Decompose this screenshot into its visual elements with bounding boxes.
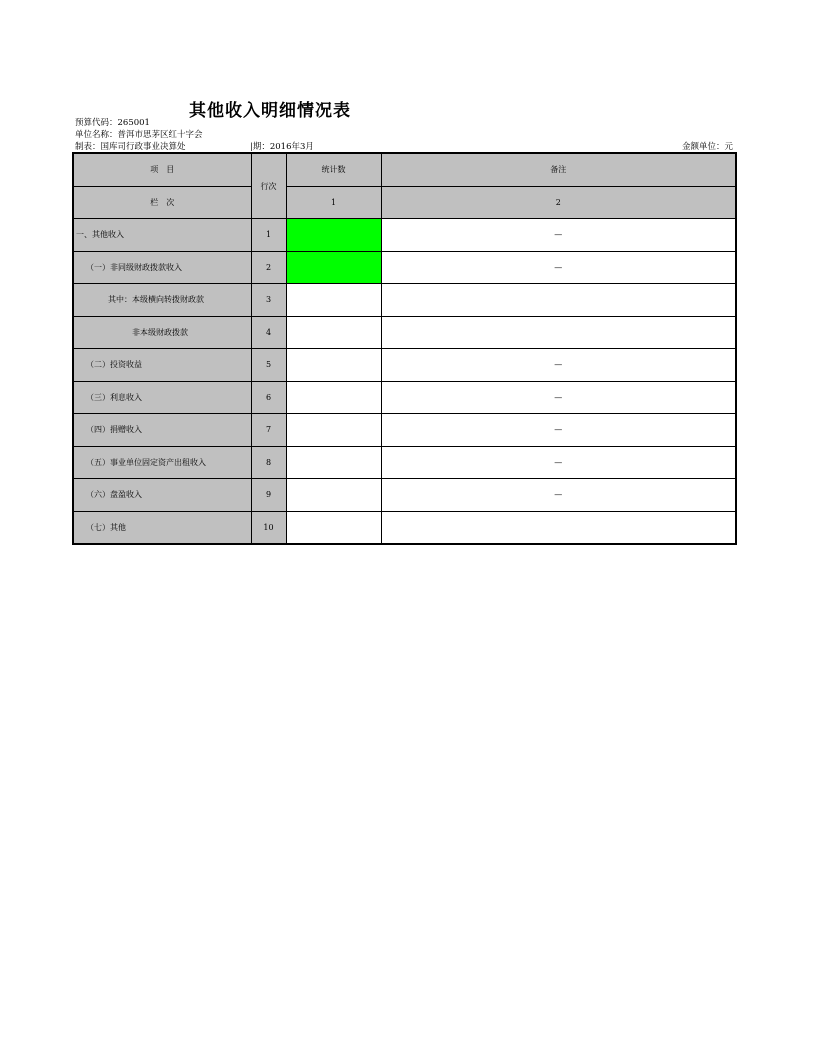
row-number: 4 (251, 316, 286, 349)
row-remark[interactable]: — (381, 381, 736, 414)
row-item: （四）捐赠收入 (73, 414, 251, 447)
row-value[interactable] (286, 414, 381, 447)
table-row (73, 479, 736, 512)
row-value[interactable] (286, 219, 381, 252)
table-row (73, 381, 736, 414)
column-number-2: 2 (381, 186, 736, 219)
header-stat: 统计数 (286, 153, 381, 186)
table-row (73, 349, 736, 382)
table-row (73, 219, 736, 252)
row-remark[interactable]: — (381, 219, 736, 252)
prepared-by: 制表：国库司行政事业决算处 (75, 142, 186, 152)
column-number-1: 1 (286, 186, 381, 219)
row-item: （七）其他 (73, 511, 251, 544)
row-item: 其中：本级横向转拨财政款 (73, 284, 251, 317)
row-item: 非本级财政拨款 (73, 316, 251, 349)
table-row (73, 284, 736, 317)
row-remark[interactable] (381, 511, 736, 544)
row-value[interactable] (286, 284, 381, 317)
table-row (73, 251, 736, 284)
header-row (73, 153, 736, 186)
row-value[interactable] (286, 446, 381, 479)
header-row-no: 行次 (251, 153, 286, 219)
row-number: 1 (251, 219, 286, 252)
table-row (73, 414, 736, 447)
row-number: 6 (251, 381, 286, 414)
row-value[interactable] (286, 479, 381, 512)
row-remark[interactable]: — (381, 349, 736, 382)
row-number: 2 (251, 251, 286, 284)
row-remark[interactable]: — (381, 414, 736, 447)
row-value[interactable] (286, 251, 381, 284)
row-remark[interactable] (381, 284, 736, 317)
amount-unit: 金额单位：元 (681, 142, 733, 152)
row-value[interactable] (286, 349, 381, 382)
report-title: 其他收入明细情况表 (189, 101, 351, 121)
row-item: （六）盘盈收入 (73, 479, 251, 512)
row-value[interactable] (286, 316, 381, 349)
row-item: 一、其他收入 (73, 219, 251, 252)
row-number: 5 (251, 349, 286, 382)
table-row (73, 511, 736, 544)
row-remark[interactable]: — (381, 446, 736, 479)
report-period: |期：2016年3月 (250, 142, 314, 152)
budget-code: 预算代码：265001 (75, 118, 150, 128)
row-number: 9 (251, 479, 286, 512)
row-item: （一）非同级财政拨款收入 (73, 251, 251, 284)
row-item: （三）利息收入 (73, 381, 251, 414)
header-item: 项 目 (73, 153, 251, 186)
row-remark[interactable] (381, 316, 736, 349)
table-row (73, 446, 736, 479)
row-number: 3 (251, 284, 286, 317)
row-number: 8 (251, 446, 286, 479)
unit-name: 单位名称：普洱市思茅区红十字会 (75, 130, 203, 140)
row-remark[interactable]: — (381, 479, 736, 512)
row-number: 10 (251, 511, 286, 544)
header-remark: 备注 (381, 153, 736, 186)
row-value[interactable] (286, 511, 381, 544)
row-item: （二）投资收益 (73, 349, 251, 382)
row-remark[interactable]: — (381, 251, 736, 284)
column-label: 栏 次 (73, 186, 251, 219)
row-item: （五）事业单位固定资产出租收入 (73, 446, 251, 479)
column-number-row (73, 186, 736, 219)
income-detail-table (72, 152, 737, 545)
row-number: 7 (251, 414, 286, 447)
row-value[interactable] (286, 381, 381, 414)
table-row (73, 316, 736, 349)
